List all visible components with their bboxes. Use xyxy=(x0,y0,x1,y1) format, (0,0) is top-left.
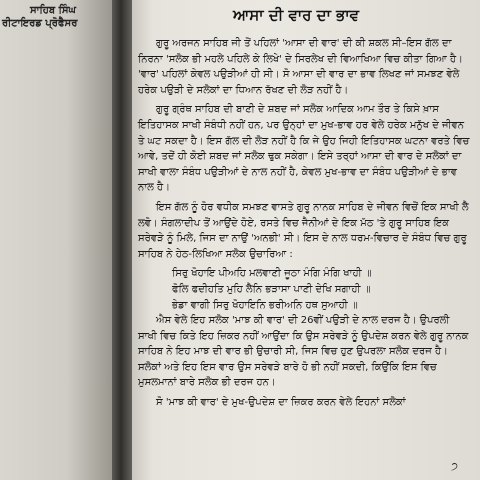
author-role: ਰੀਟਾਇਰਡ ਪ੍ਰੋਫੈਸਰ xyxy=(2,18,78,29)
page-number: ੭ xyxy=(450,460,458,473)
paragraph-4: ਐਸ ਵੇਲੇ ਇਹ ਸਲੋਕ 'ਮਾਝ ਕੀ ਵਾਰ' ਦੀ 26ਵੀਂ ਪਉੜੀ ਦੇ ਨਾਲ ਦਰਜ ਹੈ। ਉਪਰਲੀ ਸਾਖੀ ਵਿਚ ਕਿਤੇ ਇਹ ਜ਼ਿਕਰ ਨਹੀਂ ਆਉਂਦਾ ਕਿ ਉਸ ਸਰੇਵੜੇ ਨੂੰ ਉਪਦੇਸ਼ ਕਰਨ ਵੇਲੇ ਗੁਰੂ ਨਾਨਕ ਸਾਹਿਬ ਨੇ ਇਹ ਮਾਝ ਦੀ ਵਾਰ ਭੀ ਉਚਾਰੀ ਸੀ, ਜਿਸ ਵਿਚ ਹੁਣ ਉਪਰਲਾ ਸਲੋਕ ਦਰਜ ਹੈ। ਸਲੋਕਾਂ ਅਤੇ ਇਹ ਇਸ ਵਾਰ ਉਸ ਸਰੇਵੜੇ ਬਾਰੇ ਹੋ ਭੀ ਨਹੀਂ ਸਕਦੀ, ਕਿਉਂਕਿ ਇਸ ਵਿਚ ਮੁਸਲਮਾਨਾਂ ਬਾਰੇ ਸਲੋਕ ਭੀ ਦਰਜ ਹਨ। xyxy=(138,315,469,389)
paragraph-2: ਗੁਰੂ ਗ੍ਰੰਥ ਸਾਹਿਬ ਦੀ ਬਾਣੀ ਦੇ ਸ਼ਬਦ ਜਾਂ ਸਲੋਕ ਆਦਿਕ ਆਮ ਤੌਰ ਤੇ ਕਿਸੇ ਖ਼ਾਸ ਇਤਿਹਾਸਕ ਸਾਖੀ ਸੰਬੰਧੀ ਨਹੀਂ ਹਨ, ਪਰ ਉਨ੍ਹਾਂ ਦਾ ਮੁਖ-ਭਾਵ ਹਰ ਵੇਲੇ ਹਰੇਕ ਮਨੁੱਖ ਦੇ ਜੀਵਨ ਤੇ ਘਟ ਸਕਦਾ ਹੈ। ਇਸ ਗੱਲ ਦੀ ਲੋੜ ਨਹੀਂ ਹੈ ਕਿ ਜੇ ਉਹ ਜਿਹੀ ਇਤਿਹਾਸਕ ਘਟਨਾ ਵਰਤੇ ਵਿਚ ਆਵੇ, ਤਦੋਂ ਹੀ ਕੋਈ ਸ਼ਬਦ ਜਾਂ ਸਲੋਕ ਢੁਕ ਸਕੇਗਾ। ਇਸੇ ਤਰ੍ਹਾਂ ਆਸਾ ਦੀ ਵਾਰ ਦੇ ਸਲੋਕਾਂ ਦਾ ਸਾਖੀ ਵਾਲਾ ਸੰਬੰਧ ਪਉੜੀਆਂ ਦੇ ਨਾਲ ਨਹੀਂ ਹੈ, ਕੇਵਲ ਮੁਖ-ਭਾਵ ਦਾ ਸੰਬੰਧ ਪਉੜੀਆਂ ਦੇ ਭਾਵ ਨਾਲ ਹੈ। xyxy=(138,104,470,194)
author-block xyxy=(2,4,78,30)
verse-line-1: ਸਿਰੁ ਖੋਹਾਇ ਪੀਅਹਿ ਮਲਵਾਣੀ ਜੂਠਾ ਮੰਗਿ ਮੰਗਿ ਖਾਹੀ ॥ xyxy=(172,268,372,280)
body-text xyxy=(138,36,470,415)
paragraph-1: ਗੁਰੂ ਅਰਜਨ ਸਾਹਿਬ ਜੀ ਤੋਂ ਪਹਿਲਾਂ 'ਆਸਾ ਦੀ ਵਾਰ' ਦੀ ਕੀ ਸ਼ਕਲ ਸੀ–ਇਸ ਗੱਲ ਦਾ ਨਿਰਨਾ 'ਸਲੋਕ ਭੀ ਮਹਲੇ ਪਹਿਲੇ ਕੇ ਲਿਖੇ' ਦੇ ਸਿਰਲੇਖ ਦੀ ਵਿਆਖਿਆ ਵਿਚ ਕੀਤਾ ਗਿਆ ਹੈ। 'ਵਾਰ' ਪਹਿਲਾਂ ਕੇਵਲ ਪਉੜੀਆਂ ਹੀ ਸੀ। ਸੋ ਆਸਾ ਦੀ ਵਾਰ ਦਾ ਭਾਵ ਲਿਖਣ ਜਾਂ ਸਮਝਣ ਵੇਲੇ ਹਰੇਕ ਪਉੜੀ ਦੇ ਸਲੋਕਾਂ ਦਾ ਧਿਆਨ ਰੱਖਣ ਦੀ ਲੋੜ ਨਹੀਂ ਹੈ। xyxy=(138,38,463,96)
left-page xyxy=(0,0,112,480)
page-title: ਆਸਾ ਦੀ ਵਾਰ ਦਾ ਭਾਵ xyxy=(232,6,359,24)
verse-line-2: ਫੋਲਿ ਫਦੀਹਤਿ ਮੁਹਿ ਲੈਨਿ ਭੜਾਸਾ ਪਾਣੀ ਦੇਖਿ ਸਗਾਹੀ ॥ xyxy=(172,283,371,295)
right-page xyxy=(132,0,480,480)
paragraph-5: ਸੋ 'ਮਾਝ ਕੀ ਵਾਰ' ਦੇ ਮੁਖ-ਉਪਦੇਸ਼ ਦਾ ਜ਼ਿਕਰ ਕਰਨ ਵੇਲੇ ਇਹਨਾਂ ਸਲੋਕਾਂ xyxy=(156,397,406,409)
verse-line-3: ਭੇਡਾ ਵਾਗੀ ਸਿਰੁ ਖੋਹਾਇਨਿ ਭਰੀਅਨਿ ਹਥ ਸੁਆਹੀ ॥ xyxy=(172,299,358,311)
author-name: ਸਾਹਿਬ ਸਿੰਘ xyxy=(30,5,76,16)
paragraph-3: ਇਸ ਗੱਲ ਨੂੰ ਹੋਰ ਵਧੀਕ ਸਮਝਣ ਵਾਸਤੇ ਗੁਰੂ ਨਾਨਕ ਸਾਹਿਬ ਦੇ ਜੀਵਨ ਵਿਚੋਂ ਇਕ ਸਾਖੀ ਲੈ ਲਵੋ। ਸੰਗਲਾਦੀਪ ਤੋਂ ਆਉਂਦੇ ਹੋਏ, ਰਸਤੇ ਵਿਚ ਜੈਨੀਆਂ ਦੇ ਇਕ ਮੱਠ 'ਤੇ ਗੁਰੂ ਸਾਹਿਬ ਇਕ ਸਰੇਵੜੇ ਨੂੰ ਮਿਲੇ, ਜਿਸ ਦਾ ਨਾਉਂ 'ਅਨਭੀ' ਸੀ। ਇਸ ਦੇ ਨਾਲ ਧਰਮ-ਵਿਚਾਰ ਦੇ ਸੰਬੰਧ ਵਿਚ ਗੁਰੂ ਸਾਹਿਬ ਨੇ ਹੇਠ-ਲਿਖਿਆ ਸਲੋਕ ਉਚਾਰਿਆ : xyxy=(138,201,469,260)
book-gutter xyxy=(112,0,134,480)
